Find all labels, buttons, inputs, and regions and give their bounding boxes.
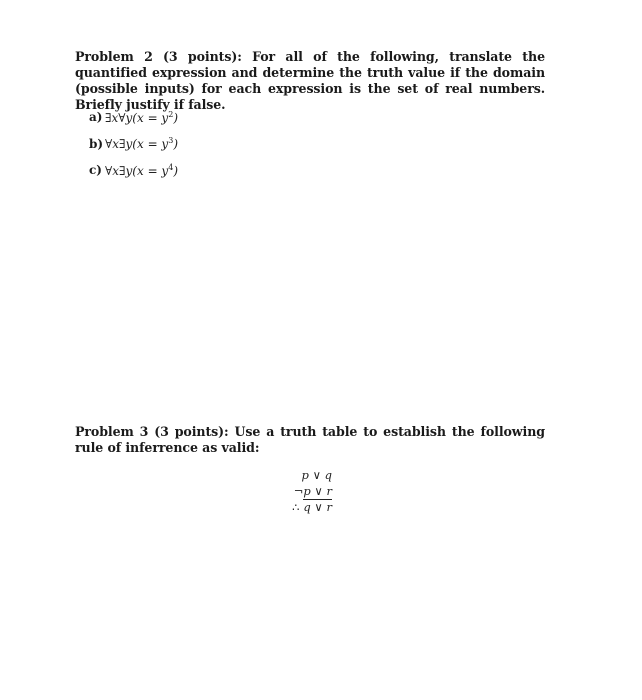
problem-3-statement: Problem 3 (3 points): Use a truth table to establish the following rule of inferrence as valid: (75, 424, 545, 455)
conclusion-line (270, 499, 340, 515)
premise-2: ¬p ∨ r (293, 484, 332, 498)
part-b (89, 131, 178, 158)
part-expression: ∃x∀y(x = $y^2$) (105, 109, 178, 125)
therefore-symbol: ∴ (292, 500, 300, 514)
problem-2-parts (89, 104, 178, 184)
inference-rule (270, 467, 340, 515)
part-expression: ∀x∃y(x = $y^3$) (105, 136, 178, 152)
part-label: a) (89, 110, 103, 125)
premise-1: p ∨ q (301, 468, 332, 482)
problem-2-statement: Problem 2 (3 points): For all of the following, translate the quantified expression and determine the truth value if the domain (possible inputs) for each expression is the set of real numbers. Briefly justify if false. (75, 49, 545, 112)
part-a (89, 104, 178, 131)
part-expression: ∀x∃y(x = $y^4$) (105, 162, 178, 178)
part-c (89, 157, 178, 184)
part-label: c) (89, 163, 102, 178)
conclusion: q ∨ r (303, 500, 332, 514)
part-label: b) (89, 136, 104, 151)
